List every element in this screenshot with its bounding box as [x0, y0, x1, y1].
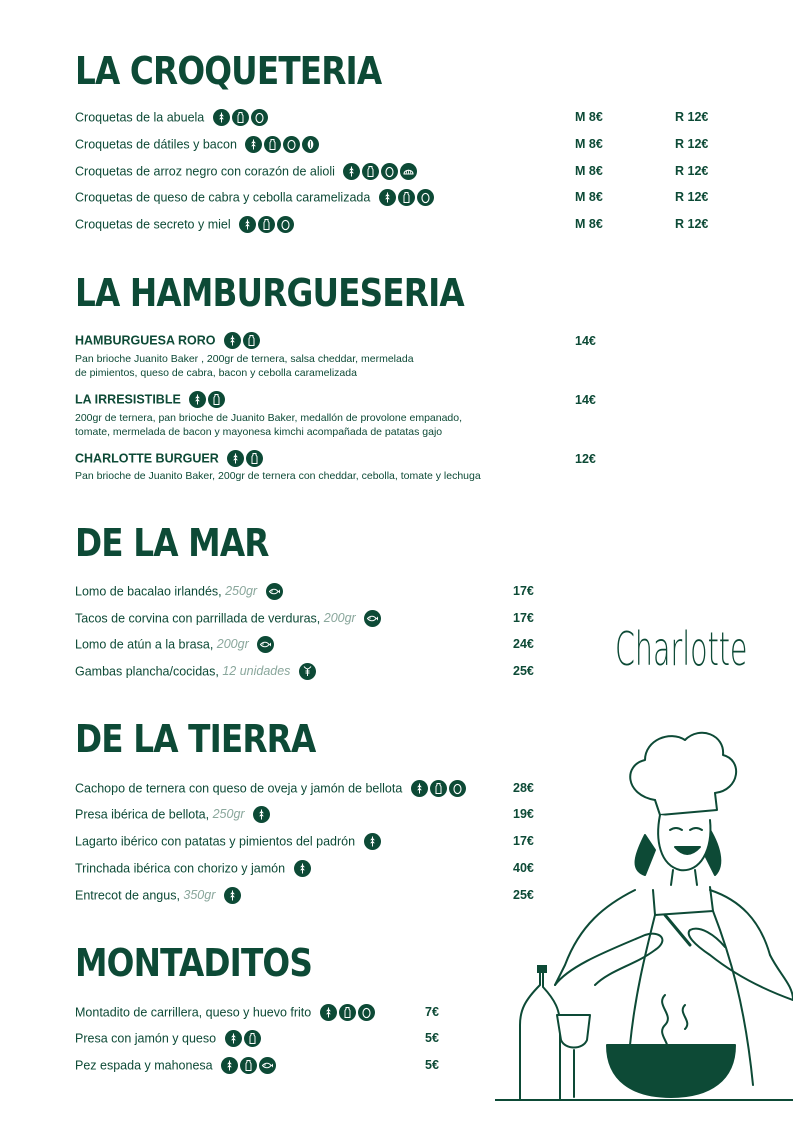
- allergen-icons: [294, 860, 313, 877]
- item-name: LA IRRESISTIBLE: [75, 392, 181, 407]
- allergen-icons: [320, 1004, 377, 1021]
- gluten-icon: [379, 189, 396, 206]
- item-name: Lomo de bacalao irlandés,: [75, 584, 226, 599]
- item-quantity: 12 unidades: [222, 664, 291, 678]
- price: 17€: [513, 611, 534, 625]
- allergen-icons: [364, 610, 383, 627]
- menu-item: [75, 887, 243, 904]
- allergen-icons: [224, 332, 262, 349]
- item-quantity: 250gr: [212, 807, 245, 821]
- price: 7€: [425, 1005, 439, 1019]
- item-description: Pan brioche Juanito Baker , 200gr de ternera, salsa cheddar, mermelada: [75, 353, 414, 365]
- allergen-icons: [379, 189, 436, 206]
- price-r: R 12€: [675, 137, 709, 151]
- egg-icon: [417, 189, 434, 206]
- item-description: tomate, mermelada de bacon y mayonesa kimchi acompañada de patatas gajo: [75, 426, 443, 438]
- price: 40€: [513, 861, 534, 875]
- item-name: Croquetas de dátiles y bacon: [75, 137, 237, 152]
- item-name: Croquetas de arroz negro con corazón de alioli: [75, 164, 335, 179]
- milk-icon: [208, 391, 225, 408]
- item-quantity: 350gr: [183, 888, 216, 902]
- menu-item: [75, 833, 383, 850]
- item-quantity: 200gr: [323, 611, 356, 625]
- allergen-icons: [239, 216, 296, 233]
- gluten-icon: [227, 450, 244, 467]
- gluten-icon: [221, 1057, 238, 1074]
- menu-item: [75, 583, 285, 600]
- egg-icon: [358, 1004, 375, 1021]
- item-name: Cachopo de ternera con queso de oveja y jamón de bellota: [75, 781, 403, 796]
- item-name: Croquetas de queso de cabra y cebolla caramelizada: [75, 190, 371, 205]
- allergen-icons: [227, 450, 265, 467]
- allergen-icons: [299, 663, 318, 680]
- milk-icon: [232, 109, 249, 126]
- egg-icon: [449, 780, 466, 797]
- milk-icon: [246, 450, 263, 467]
- section-title-mar: DE LA MAR: [75, 521, 269, 565]
- item-description: de pimientos, queso de cabra, bacon y cebolla caramelizada: [75, 367, 357, 379]
- gluten-icon: [224, 887, 241, 904]
- item-name: Croquetas de la abuela: [75, 110, 205, 125]
- milk-icon: [398, 189, 415, 206]
- price: 5€: [425, 1031, 439, 1045]
- allergen-icons: [221, 1057, 278, 1074]
- item-name: Gambas plancha/cocidas,: [75, 664, 223, 679]
- menu-item: [75, 860, 313, 877]
- milk-icon: [339, 1004, 356, 1021]
- allergen-icons: [257, 636, 276, 653]
- price-r: R 12€: [675, 164, 709, 178]
- allergen-icons: [213, 109, 270, 126]
- item-name: Lagarto ibérico con patatas y pimientos del padrón: [75, 834, 356, 849]
- section-title-croqueteria: LA CROQUETERIA: [75, 49, 382, 93]
- milk-icon: [362, 163, 379, 180]
- allergen-icons: [253, 806, 272, 823]
- egg-icon: [283, 136, 300, 153]
- item-description: Pan brioche de Juanito Baker, 200gr de ternera con cheddar, cebolla, tomate y lechuga: [75, 470, 481, 482]
- egg-icon: [381, 163, 398, 180]
- gluten-icon: [320, 1004, 337, 1021]
- gluten-icon: [225, 1030, 242, 1047]
- gluten-icon: [411, 780, 428, 797]
- egg-icon: [277, 216, 294, 233]
- chef-illustration: [495, 725, 793, 1105]
- price: 24€: [513, 637, 534, 651]
- menu-item: [75, 189, 436, 206]
- gluten-icon: [224, 332, 241, 349]
- menu-item: [75, 391, 227, 408]
- gluten-icon: [253, 806, 270, 823]
- item-quantity: 250gr: [225, 584, 258, 598]
- egg-icon: [251, 109, 268, 126]
- milk-icon: [244, 1030, 261, 1047]
- menu-item: [75, 1004, 377, 1021]
- item-name: Trinchada ibérica con chorizo y jamón: [75, 861, 286, 876]
- menu-item: [75, 806, 272, 823]
- allergen-icons: [343, 163, 419, 180]
- menu-item: [75, 636, 276, 653]
- price-m: M 8€: [575, 164, 603, 178]
- item-name: Entrecot de angus,: [75, 888, 184, 903]
- price: 28€: [513, 781, 534, 795]
- price-m: M 8€: [575, 217, 603, 231]
- item-name: HAMBURGUESA RORO: [75, 333, 216, 348]
- price-m: M 8€: [575, 190, 603, 204]
- price-r: R 12€: [675, 110, 709, 124]
- mollusc-icon: [400, 163, 417, 180]
- allergen-icons: [266, 583, 285, 600]
- price-r: R 12€: [675, 217, 709, 231]
- price-m: M 8€: [575, 110, 603, 124]
- price: 25€: [513, 664, 534, 678]
- menu-item: [75, 163, 419, 180]
- section-title-tierra: DE LA TIERRA: [75, 717, 316, 761]
- menu-item: [75, 1030, 263, 1047]
- allergen-icons: [189, 391, 227, 408]
- section-title-montaditos: MONTADITOS: [75, 941, 312, 985]
- gluten-icon: [245, 136, 262, 153]
- price: 25€: [513, 888, 534, 902]
- milk-icon: [243, 332, 260, 349]
- price: 14€: [575, 393, 596, 407]
- allergen-icons: [224, 887, 243, 904]
- menu-item: [75, 109, 270, 126]
- price: 19€: [513, 807, 534, 821]
- section-title-hamburgueseria: LA HAMBURGUESERIA: [75, 271, 464, 315]
- item-name: Lomo de atún a la brasa,: [75, 637, 217, 652]
- item-name: Tacos de corvina con parrillada de verduras,: [75, 611, 324, 626]
- crustacean-icon: [299, 663, 316, 680]
- gluten-icon: [239, 216, 256, 233]
- brand-signature: Charlotte: [615, 622, 748, 676]
- item-description: 200gr de ternera, pan brioche de Juanito Baker, medallón de provolone empanado,: [75, 412, 463, 424]
- price: 14€: [575, 334, 596, 348]
- milk-icon: [430, 780, 447, 797]
- nuts-icon: [302, 136, 319, 153]
- menu-item: [75, 216, 296, 233]
- menu-item: [75, 1057, 278, 1074]
- price: 17€: [513, 584, 534, 598]
- menu-item: [75, 663, 318, 680]
- allergen-icons: [411, 780, 468, 797]
- fish-icon: [259, 1057, 276, 1074]
- item-name: Croquetas de secreto y miel: [75, 217, 231, 232]
- gluten-icon: [364, 833, 381, 850]
- gluten-icon: [189, 391, 206, 408]
- menu-item: [75, 332, 262, 349]
- item-quantity: 200gr: [216, 637, 249, 651]
- gluten-icon: [213, 109, 230, 126]
- item-name: Presa ibérica de bellota,: [75, 807, 213, 822]
- milk-icon: [264, 136, 281, 153]
- milk-icon: [240, 1057, 257, 1074]
- fish-icon: [257, 636, 274, 653]
- menu-item: [75, 780, 468, 797]
- allergen-icons: [245, 136, 321, 153]
- milk-icon: [258, 216, 275, 233]
- item-name: Montadito de carrillera, queso y huevo frito: [75, 1005, 312, 1020]
- item-name: CHARLOTTE BURGUER: [75, 451, 219, 466]
- menu-item: [75, 136, 321, 153]
- item-name: Presa con jamón y queso: [75, 1031, 217, 1046]
- price-m: M 8€: [575, 137, 603, 151]
- fish-icon: [364, 610, 381, 627]
- price: 5€: [425, 1058, 439, 1072]
- gluten-icon: [343, 163, 360, 180]
- menu-item: [75, 450, 265, 467]
- gluten-icon: [294, 860, 311, 877]
- item-name: Pez espada y mahonesa: [75, 1058, 213, 1073]
- fish-icon: [266, 583, 283, 600]
- price: 12€: [575, 452, 596, 466]
- price: 17€: [513, 834, 534, 848]
- price-r: R 12€: [675, 190, 709, 204]
- menu-item: [75, 610, 383, 627]
- allergen-icons: [225, 1030, 263, 1047]
- allergen-icons: [364, 833, 383, 850]
